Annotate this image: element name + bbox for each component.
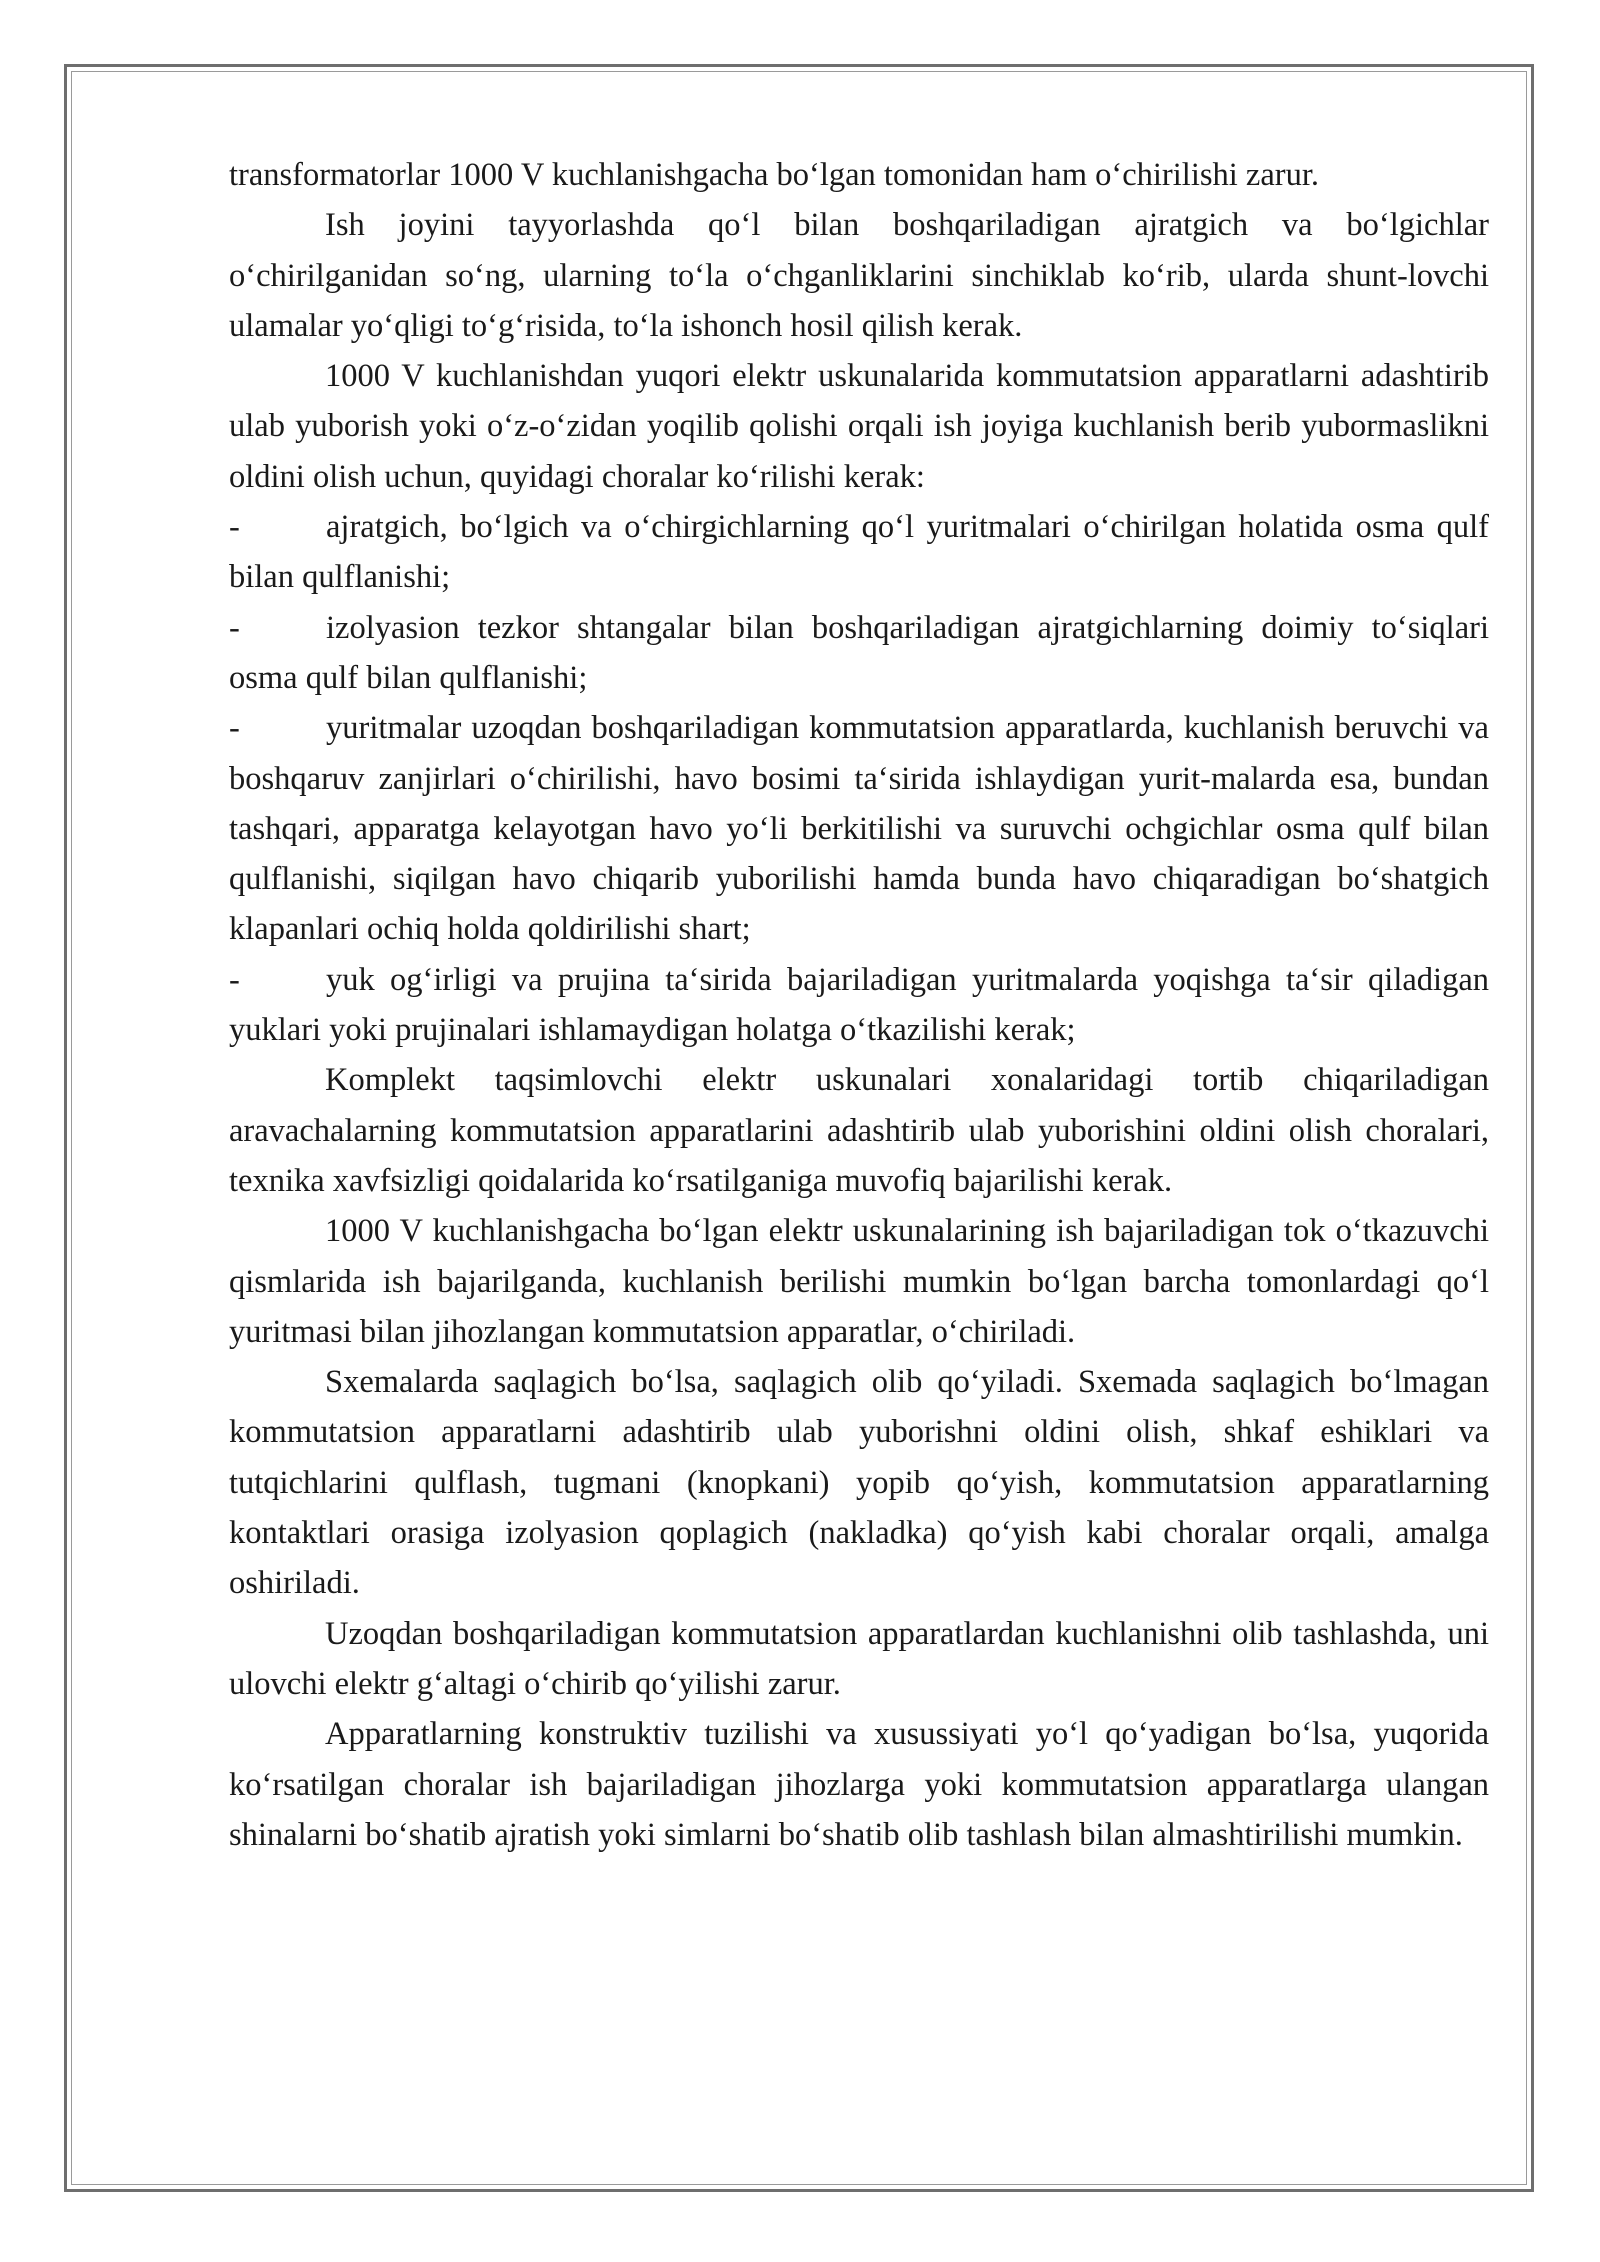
list-item-text: yuritmalar uzoqdan boshqariladigan kommutatsion apparatlarda, kuchlanish beruvchi va boshqaruv zanjirlari o‘chirilishi, havo bosimi ta‘sirida ishlaydigan yurit-malarda esa, bundan tashqari, apparatga kelayotgan havo yo‘li berkitilishi va suruvchi ochgichlar osma qulf bilan qulflanishi, siqilgan havo chiqarib yuborilishi hamda bunda havo chiqaradigan bo‘shatgich klapanlari ochiq holda qoldirilishi shart; [229, 710, 1489, 948]
paragraph: 1000 V kuchlanishdan yuqori elektr uskunalarida kommutatsion apparatlarni adashtirib ulab yuborish yoki o‘z-o‘zidan yoqilib qolishi orqali ish joyiga kuchlanish berib yubormaslikni oldini olish uchun, quyidagi choralar ko‘rilishi kerak: [229, 358, 1489, 495]
list-item [229, 603, 1489, 704]
paragraph: Ish joyini tayyorlashda qo‘l bilan boshqariladigan ajratgich va bo‘lgichlar o‘chirilganidan so‘ng, ularning to‘la o‘chganliklarini sinchiklab ko‘rib, ularda shunt-lovchi ulamalar yo‘qligi to‘g‘risida, to‘la ishonch hosil qilish kerak. [229, 207, 1489, 344]
list-item-text: ajratgich, bo‘lgich va o‘chirgichlarning qo‘l yuritmalari o‘chirilgan holatida osma qulf bilan qulflanishi; [229, 509, 1489, 596]
list-item [229, 703, 1489, 954]
list-item-text: izolyasion tezkor shtangalar bilan boshqariladigan ajratgichlarning doimiy to‘siqlari osma qulf bilan qulflanishi; [229, 609, 1489, 696]
paragraph-continuation: transformatorlar 1000 V kuchlanishgacha bo‘lgan tomonidan ham o‘chirilishi zarur. [229, 157, 1319, 193]
list-item [229, 502, 1489, 603]
list-item-text: yuk og‘irligi va prujina ta‘sirida bajariladigan yuritmalarda yoqishga ta‘sir qiladigan yuklari yoki prujinalari ishlamaydigan holatga o‘tkazilishi kerak; [229, 961, 1489, 1049]
list-dash: - [229, 710, 240, 747]
list-dash: - [229, 961, 240, 998]
paragraph: Komplekt taqsimlovchi elektr uskunalari xonalaridagi tortib chiqariladigan aravachalarning kommutatsion apparatlarini adashtirib ulab yuborishini oldini olish choralari, texnika xavfsizligi qoidalarida ko‘rsatilganiga muvofiq bajarilishi kerak. [229, 1062, 1489, 1199]
list-dash: - [229, 509, 240, 546]
paragraph: Apparatlarning konstruktiv tuzilishi va xusussiyati yo‘l qo‘yadigan bo‘lsa, yuqorida ko‘rsatilgan choralar ish bajariladigan jihozlarga yoki kommutatsion apparatlarga ulangan shinalarni bo‘shatib ajratish yoki simlarni bo‘shatib olib tashlash bilan almashtirilishi mumkin. [229, 1716, 1489, 1853]
paragraph: 1000 V kuchlanishgacha bo‘lgan elektr uskunalarining ish bajariladigan tok o‘tkazuvchi qismlarida ish bajarilganda, kuchlanish berilishi mumkin bo‘lgan barcha tomonlardagi qo‘l yuritmasi bilan jihozlangan kommutatsion apparatlar, o‘chiriladi. [229, 1213, 1489, 1350]
list-item [229, 955, 1489, 1056]
list-dash: - [229, 609, 240, 646]
document-body [229, 150, 1489, 1860]
paragraph: Uzoqdan boshqariladigan kommutatsion apparatlardan kuchlanishni olib tashlashda, uni ulovchi elektr g‘altagi o‘chirib qo‘yilishi zarur. [229, 1615, 1489, 1702]
paragraph: Sxemalarda saqlagich bo‘lsa, saqlagich olib qo‘yiladi. Sxemada saqlagich bo‘lmagan kommutatsion apparatlarni adashtirib ulab yuborishni oldini olish, shkaf eshiklari va tutqichlarini qulflash, tugmani (knopkani) yopib qo‘yish, kommutatsion apparatlarning kontaktlari orasiga izolyasion qoplagich (nakladka) qo‘yish kabi choralar orqali, amalga oshiriladi. [229, 1364, 1489, 1602]
